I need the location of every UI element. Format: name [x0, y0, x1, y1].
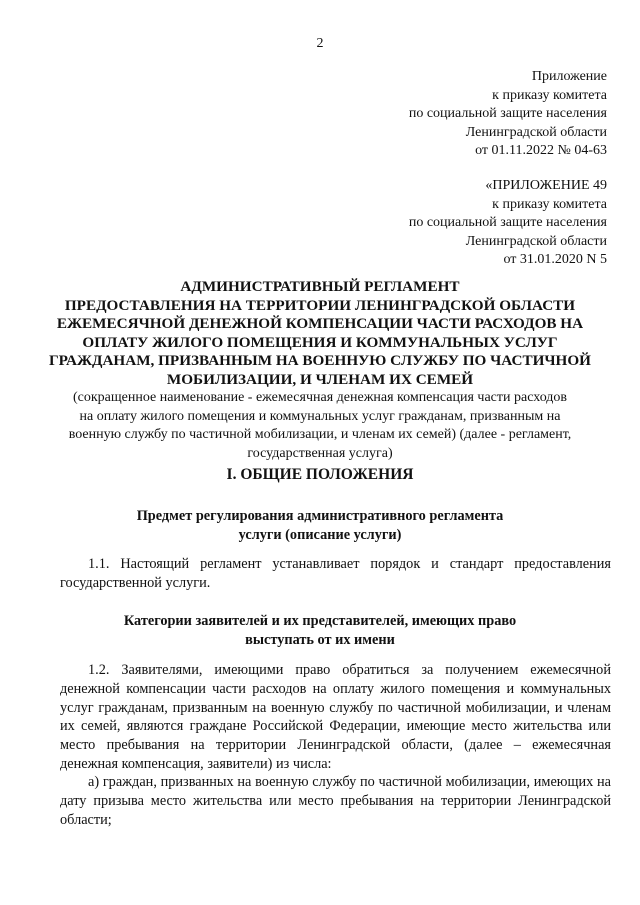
- subtitle-line: государственная услуга): [247, 445, 393, 461]
- appendix-reference-current: [409, 68, 607, 161]
- appendix-reference-original: [409, 177, 607, 270]
- subheading-applicant-categories: [0, 612, 640, 650]
- title-line: МОБИЛИЗАЦИИ, И ЧЛЕНАМ ИХ СЕМЕЙ: [166, 370, 474, 388]
- paragraph-1-2: 1.2. Заявителями, имеющими право обратиться за получением ежемесячной денежной компенсации части расходов на оплату жилого помещения и коммунальных услуг гражданам, призванным на военную службу по частичной мобилизации, и членам их семей, являются граждане Российской Федерации, имеющие место жительства или место пребывания на территории Ленинградской области, (далее – ежемесячная денежная компенсация, заявители) из числа:: [60, 662, 611, 772]
- subheading-line: Предмет регулирования административного регламента: [136, 508, 504, 524]
- subheading-regulation-subject: [0, 507, 640, 545]
- appendix-line: Ленинградской области: [465, 124, 607, 140]
- title-line: АДМИНИСТРАТИВНЫЙ РЕГЛАМЕНТ: [180, 278, 460, 295]
- paragraph-item-a: а) граждан, призванных на военную службу по частичной мобилизации, имеющих на дату призыва место жительства или место пребывания на территории Ленинградской области;: [60, 774, 611, 828]
- appendix-line: Ленинградской области: [465, 233, 607, 249]
- section-heading: I. ОБЩИЕ ПОЛОЖЕНИЯ: [226, 466, 414, 483]
- title-line: ГРАЖДАНАМ, ПРИЗВАННЫМ НА ВОЕННУЮ СЛУЖБУ ПО ЧАСТИЧНОЙ: [49, 352, 591, 369]
- title-line: ЕЖЕМЕСЯЧНОЙ ДЕНЕЖНОЙ КОМПЕНСАЦИИ ЧАСТИ РАСХОДОВ НА: [56, 315, 584, 332]
- subheading-line: Категории заявителей и их представителей, имеющих право: [123, 613, 517, 629]
- appendix-line: к приказу комитета: [492, 87, 607, 103]
- subtitle-line: на оплату жилого помещения и коммунальных услуг гражданам, призванным на: [79, 408, 561, 424]
- subtitle-line: (сокращенное наименование - ежемесячная денежная компенсация части расходов: [72, 390, 568, 405]
- paragraph-1-1: 1.1. Настоящий регламент устанавливает порядок и стандарт предоставления государственной услуги.: [60, 556, 611, 591]
- appendix-line: к приказу комитета: [492, 196, 607, 212]
- subtitle-line: военную службу по частичной мобилизации, и членам их семей) (далее - регламент,: [68, 427, 572, 442]
- subheading-line: услуги (описание услуги): [238, 527, 402, 543]
- appendix-line: от 01.11.2022 № 04-63: [475, 143, 607, 158]
- title-line: ПРЕДОСТАВЛЕНИЯ НА ТЕРРИТОРИИ ЛЕНИНГРАДСКОЙ ОБЛАСТИ: [64, 296, 576, 314]
- appendix-line: от 31.01.2020 N 5: [503, 252, 607, 267]
- title-line: ОПЛАТУ ЖИЛОГО ПОМЕЩЕНИЯ И КОММУНАЛЬНЫХ УСЛУГ: [82, 333, 558, 351]
- appendix-line: «ПРИЛОЖЕНИЕ 49: [485, 178, 607, 193]
- appendix-line: Приложение: [531, 69, 607, 84]
- document-title: [40, 278, 600, 463]
- appendix-line: по социальной защите населения: [408, 215, 607, 230]
- page-number: 2: [316, 36, 324, 51]
- subheading-line: выступать от их имени: [245, 632, 395, 648]
- appendix-line: по социальной защите населения: [408, 106, 607, 121]
